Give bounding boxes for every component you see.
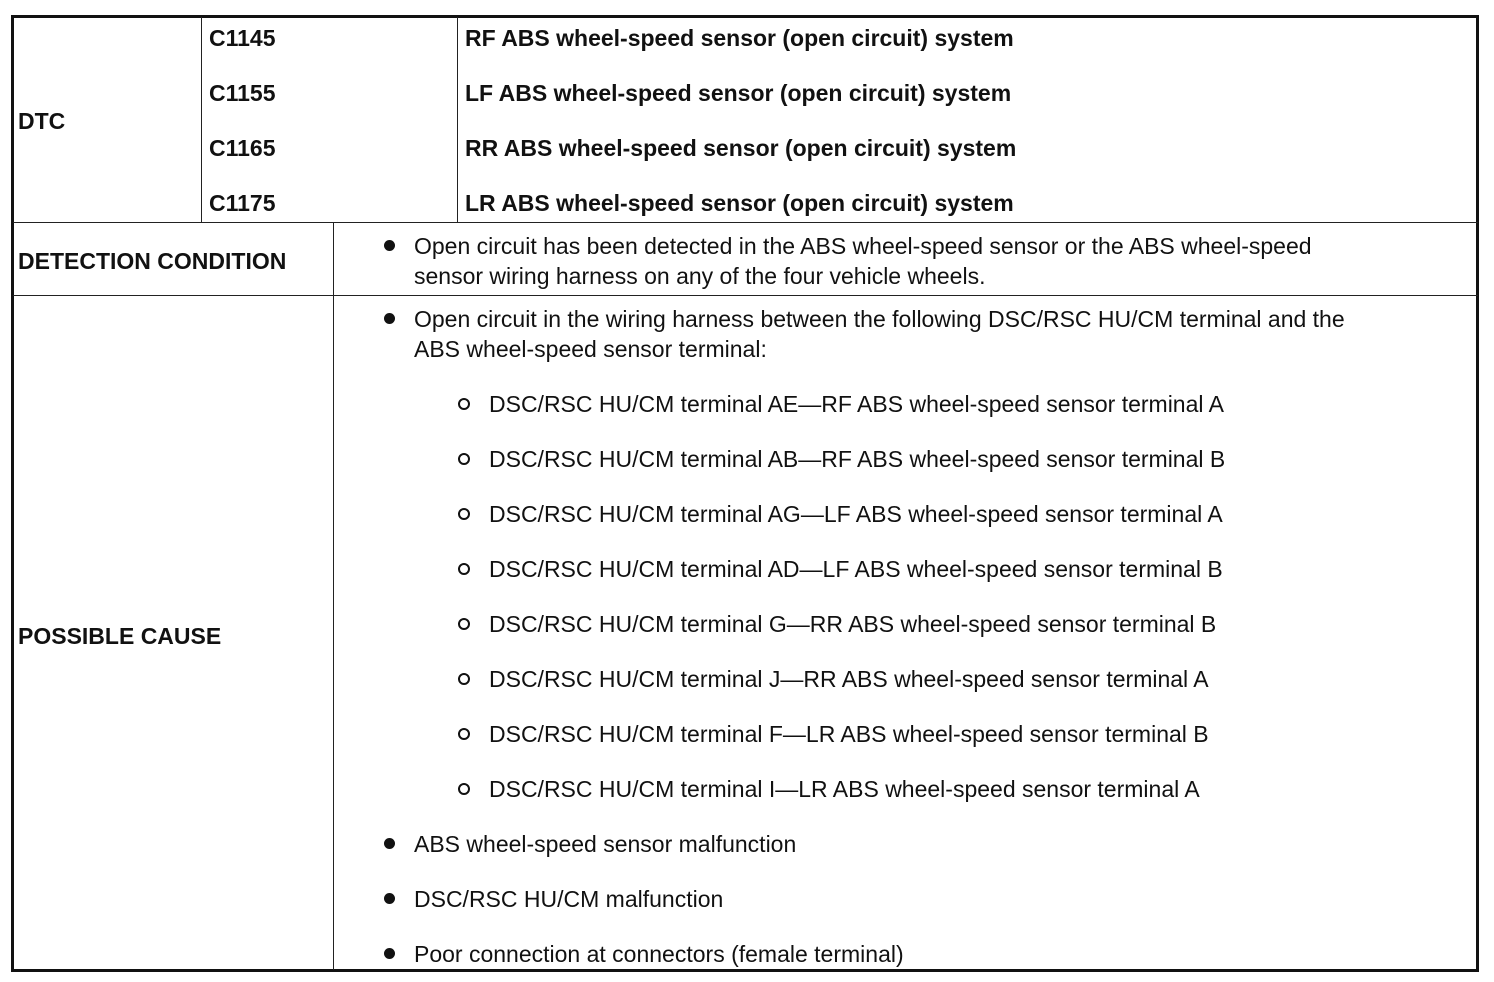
dtc-code: C1175 — [209, 190, 276, 216]
col-divider-dtc-code — [457, 17, 458, 222]
dtc-description: LR ABS wheel-speed sensor (open circuit) system — [465, 190, 1014, 216]
sub-bullet-icon — [458, 453, 470, 465]
bullet-icon — [384, 948, 395, 959]
possible-cause-intro: Open circuit in the wiring harness between the following DSC/RSC HU/CM terminal and the — [414, 306, 1345, 332]
possible-cause-item: DSC/RSC HU/CM malfunction — [414, 886, 724, 912]
possible-cause-label: POSSIBLE CAUSE — [18, 623, 222, 649]
bullet-icon — [384, 313, 395, 324]
terminal-pair-item: DSC/RSC HU/CM terminal AE—RF ABS wheel-speed sensor terminal A — [489, 391, 1224, 417]
detection-condition-text: sensor wiring harness on any of the four vehicle wheels. — [414, 263, 986, 289]
bullet-icon — [384, 893, 395, 904]
col-divider-dtc-label — [201, 17, 202, 222]
detection-condition-text: Open circuit has been detected in the ABS wheel-speed sensor or the ABS wheel-speed — [414, 233, 1312, 259]
dtc-label: DTC — [18, 108, 66, 134]
row-divider-dtc — [13, 222, 1478, 223]
sub-bullet-icon — [458, 563, 470, 575]
possible-cause-item: Poor connection at connectors (female terminal) — [414, 941, 904, 967]
dtc-code: C1165 — [209, 135, 276, 161]
dtc-description: LF ABS wheel-speed sensor (open circuit) system — [465, 80, 1012, 106]
terminal-pair-item: DSC/RSC HU/CM terminal AB—RF ABS wheel-speed sensor terminal B — [489, 446, 1226, 472]
dtc-code: C1145 — [209, 25, 276, 51]
terminal-pair-item: DSC/RSC HU/CM terminal F—LR ABS wheel-speed sensor terminal B — [489, 721, 1209, 747]
terminal-pair-item: DSC/RSC HU/CM terminal J—RR ABS wheel-speed sensor terminal A — [489, 666, 1209, 692]
terminal-pair-item: DSC/RSC HU/CM terminal I—LR ABS wheel-speed sensor terminal A — [489, 776, 1200, 802]
sub-bullet-icon — [458, 728, 470, 740]
terminal-pair-item: DSC/RSC HU/CM terminal G—RR ABS wheel-speed sensor terminal B — [489, 611, 1217, 637]
possible-cause-intro: ABS wheel-speed sensor terminal: — [414, 336, 767, 362]
sub-bullet-icon — [458, 508, 470, 520]
dtc-description: RF ABS wheel-speed sensor (open circuit) system — [465, 25, 1014, 51]
terminal-pair-item: DSC/RSC HU/CM terminal AG—LF ABS wheel-speed sensor terminal A — [489, 501, 1223, 527]
terminal-pair-item: DSC/RSC HU/CM terminal AD—LF ABS wheel-speed sensor terminal B — [489, 556, 1223, 582]
col-divider-label — [333, 222, 334, 970]
sub-bullet-icon — [458, 783, 470, 795]
sub-bullet-icon — [458, 618, 470, 630]
bullet-icon — [384, 838, 395, 849]
possible-cause-item: ABS wheel-speed sensor malfunction — [414, 831, 797, 857]
bullet-icon — [384, 240, 395, 251]
sub-bullet-icon — [458, 673, 470, 685]
sub-bullet-icon — [458, 398, 470, 410]
detection-condition-label: DETECTION CONDITION — [18, 248, 287, 274]
row-divider-detection — [13, 295, 1478, 296]
dtc-code: C1155 — [209, 80, 276, 106]
dtc-description: RR ABS wheel-speed sensor (open circuit) system — [465, 135, 1017, 161]
